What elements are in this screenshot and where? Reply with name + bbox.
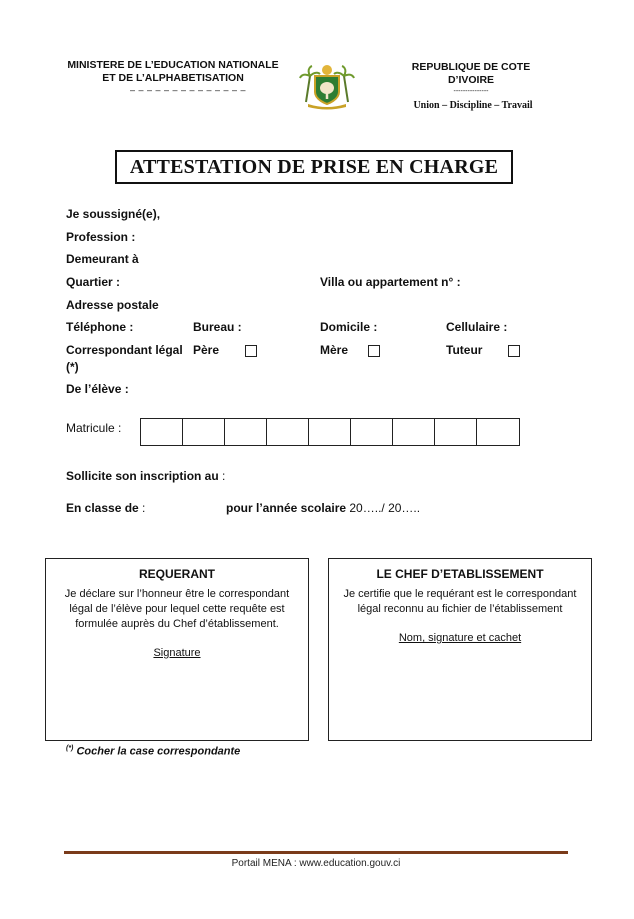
field-adresse: Adresse postale [66,298,159,312]
field-demeurant: Demeurant à [66,252,139,266]
ministry-line2: ET DE L’ALPHABETISATION [102,72,244,84]
mere-checkbox[interactable] [368,345,380,357]
footnote-text: Cocher la case correspondante [73,745,241,758]
republic-name: REPUBLIQUE DE COTE D’IVOIRE [411,61,531,86]
ministry-header [62,59,284,95]
ministry-dashes: – – – – – – – – – – – – – – [129,85,247,95]
option-mere-label: Mère [320,343,349,357]
requerant-title: REQUERANT [138,567,215,581]
sollicite-label: Sollicite son inscription au [66,469,219,483]
sollicite-colon: : [218,469,226,483]
annee-label: pour l’année scolaire [226,501,347,515]
field-domicile: Domicile : [320,320,378,334]
footnote [66,745,240,758]
matricule-label: Matricule : [66,421,122,435]
footer-portal: Portail MENA : www.education.gouv.ci [231,858,401,869]
requerant-declaration [46,587,308,632]
matricule-cell[interactable] [351,419,393,445]
requerant-line3: formulée auprès du Chef d’établissement. [75,618,279,630]
field-sollicite [66,469,225,483]
option-pere-label: Père [193,343,220,357]
matricule-cell[interactable] [183,419,225,445]
matricule-cell[interactable] [225,419,267,445]
field-bureau: Bureau : [193,320,242,334]
field-quartier: Quartier : [66,275,121,289]
field-profession: Profession : [66,230,136,244]
matricule-cell[interactable] [309,419,351,445]
ministry-line1: MINISTERE DE L’EDUCATION NATIONALE [67,59,279,71]
pere-checkbox[interactable] [245,345,257,357]
field-annee [226,501,420,515]
matricule-cell[interactable] [141,419,183,445]
chef-title: LE CHEF D’ETABLISSEMENT [376,567,544,581]
document-title: ATTESTATION DE PRISE EN CHARGE [129,155,499,178]
document-title-box [115,150,513,184]
footnote-mark: (*) [66,745,74,752]
matricule-cell[interactable] [393,419,435,445]
field-correspondant: Correspondant légal [66,343,183,357]
coat-of-arms-icon [298,62,356,110]
tuteur-checkbox[interactable] [508,345,520,357]
field-classe [66,501,145,515]
requerant-panel [45,558,309,741]
field-villa: Villa ou appartement n° : [320,275,461,289]
field-cellulaire: Cellulaire : [446,320,508,334]
matricule-grid[interactable] [140,418,520,446]
matricule-cell[interactable] [477,419,519,445]
requerant-signature-label: Signature [153,647,201,659]
field-soussigne: Je soussigné(e), [66,207,161,221]
matricule-cell[interactable] [435,419,477,445]
chef-declaration [329,587,591,617]
field-telephone: Téléphone : [66,320,134,334]
matricule-cell[interactable] [267,419,309,445]
requerant-line2: légal de l’élève pour lequel cette requête est [69,603,285,615]
chef-panel [328,558,592,741]
field-correspondant-note: (*) [66,360,79,374]
option-tuteur-label: Tuteur [446,343,483,357]
motto: Union – Discipline – Travail [413,100,533,111]
classe-colon: : [138,501,146,515]
field-eleve: De l’élève : [66,382,129,396]
chef-signature-label: Nom, signature et cachet [398,632,522,644]
annee-value: 20…../ 20….. [346,501,421,515]
chef-line1: Je certifie que le requérant est le correspondant [343,588,577,600]
chef-line2: légal reconnu au fichier de l’établissement [357,603,563,615]
republic-header [388,61,554,96]
footer-rule [64,851,568,854]
requerant-line1: Je déclare sur l’honneur être le correspondant [64,588,290,600]
republic-rule: --------------- [453,88,489,95]
classe-label: En classe de [66,501,139,515]
